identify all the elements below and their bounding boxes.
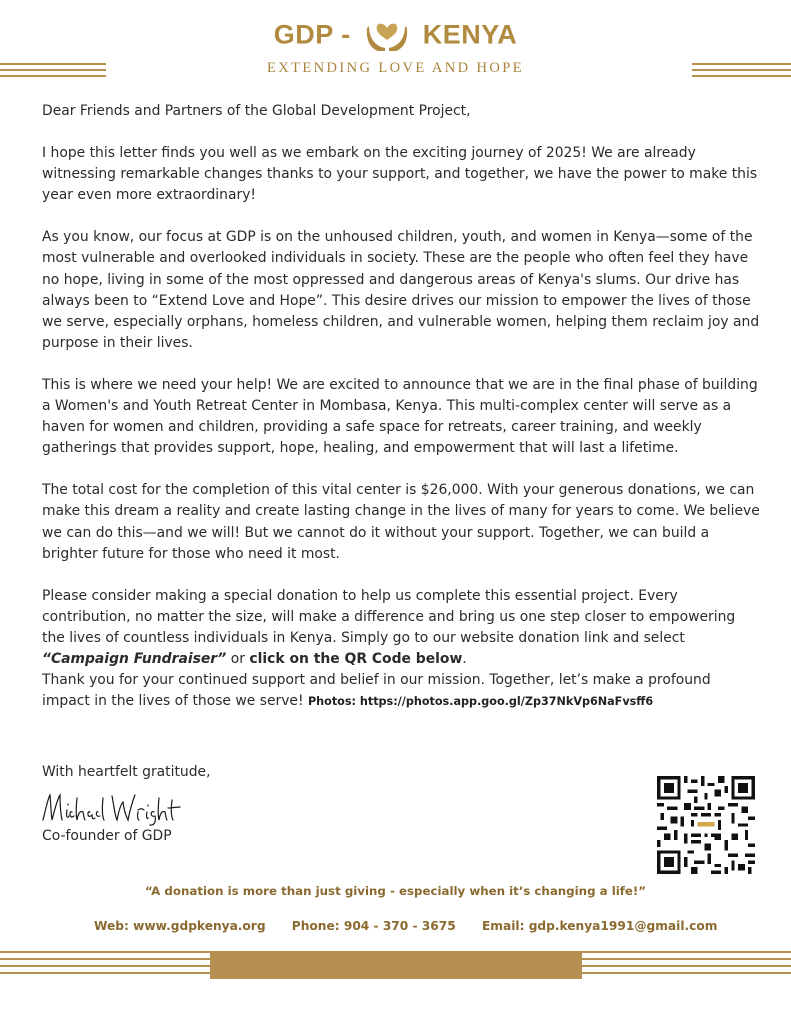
footer-quote: “A donation is more than just giving - especially when it’s changing a life!”: [144, 884, 647, 898]
paragraph-5-text: Please consider making a special donation to help us complete this essential project. Every contribution, no matter the size, will make a difference and bring us one step closer to empowering the lives of countless individuals in Kenya. Simply go to our website donation link and select: [42, 587, 736, 646]
qr-code-link[interactable]: click on the QR Code below: [249, 650, 463, 667]
email-link[interactable]: Email: gdp.kenya1991@gmail.com: [481, 919, 718, 933]
campaign-fundraiser-link[interactable]: “Campaign Fundraiser”: [42, 650, 227, 667]
paragraph-3: This is where we need your help! We are excited to announce that we are in the final phase of building a Women's and Youth Retreat Center in Mombasa, Kenya. This multi-complex center will serve as a haven for women and children, providing a safe space for retreats, career training, and weekly gatherings that provides support, hope, healing, and empowerment that will last a lifetime.: [42, 376, 758, 457]
closing-salutation: With heartfelt gratitude,: [42, 764, 211, 780]
footer-band: [0, 951, 791, 979]
paragraph-1: I hope this letter finds you well as we embark on the exciting journey of 2025! We are already witnessing remarkable changes thanks to your support, and together, we have the power to make this year even more extraordinary!: [42, 145, 758, 204]
photos-link[interactable]: Photos: https://photos.app.goo.gl/Zp37NkVp6NaFvsff6: [307, 695, 654, 709]
or-text: or: [226, 650, 250, 667]
letter-body: [42, 101, 760, 733]
signatory-title: Co-founder of GDP: [42, 828, 172, 844]
paragraph-2: As you know, our focus at GDP is on the unhoused children, youth, and women in Kenya—some of the most vulnerable and overlooked individuals in society. These are the people who often feel they have no hope, living in some of the most oppressed and dangerous areas of Kenya's slums. Our drive has always been to “Extend Love and Hope”. This desire drives our mission to empower the lives of those we serve, especially orphans, homeless children, and vulnerable women, helping them reclaim joy and purpose in their lives.: [42, 229, 760, 351]
brand-right-text: KENYA: [422, 19, 518, 50]
header-rule-left: [0, 63, 106, 81]
header-rule-right: [692, 63, 791, 81]
greeting: Dear Friends and Partners of the Global Development Project,: [42, 103, 471, 119]
brand-left-text: GDP -: [273, 19, 351, 50]
paragraph-6: [42, 670, 760, 712]
contact-line: [94, 919, 739, 933]
paragraph-6-text: Thank you for your continued support and belief in our mission. Together, let’s make a profound impact in the lives of those we serve!: [42, 672, 711, 710]
letterhead: [0, 0, 791, 90]
qr-code[interactable]: [657, 776, 755, 874]
hands-heart-icon: [365, 18, 409, 52]
website-link[interactable]: Web: www.gdpkenya.org: [94, 919, 266, 933]
phone-number[interactable]: Phone: 904 - 370 - 3675: [291, 919, 456, 933]
brand-logo: [0, 18, 791, 52]
paragraph-5: [42, 586, 760, 670]
paragraph-4: The total cost for the completion of this vital center is $26,000. With your generous donations, we can make this dream a reality and create lasting change in the lives of many for years to come. We believe we can do this—and we will! But we cannot do it without your support. Together, we can build a brighter future for those who need it most.: [42, 482, 760, 562]
tagline: EXTENDING LOVE AND HOPE: [267, 60, 524, 76]
period-text: .: [462, 650, 467, 667]
signature-image: [40, 790, 190, 826]
